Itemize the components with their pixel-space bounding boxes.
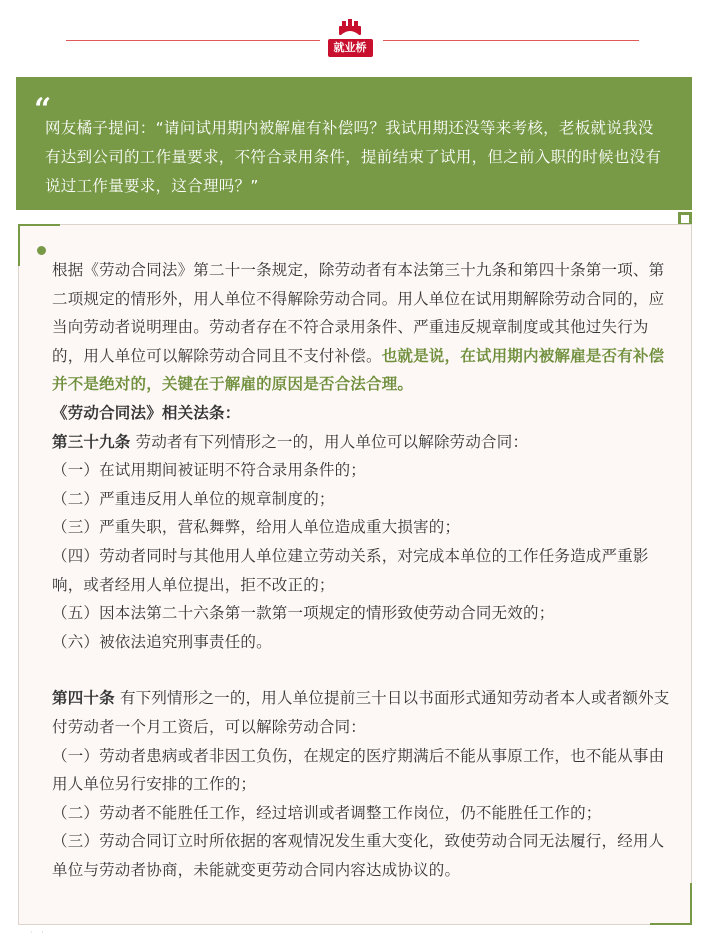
article40-lead-text: 有下列情形之一的，用人单位提前三十日以书面形式通知劳动者本人或者额外支付劳动者一个月工资后，可以解除劳动合同： (52, 689, 670, 736)
article40-item: （三）劳动合同订立时所依据的客观情况发生重大变化，致使劳动合同无法履行，经用人单位与劳动者协商，未能就变更劳动合同内容达成协议的。 (52, 832, 665, 879)
article39-item: （三）严重失职，营私舞弊，给用人单位造成重大损害的； (52, 518, 461, 537)
article40-item: （二）劳动者不能胜任工作，经过培训或者调整工作岗位，仍不能胜任工作的； (52, 803, 602, 822)
intro-emphasis: 也就是说，在试用期内被解雇是否有补偿并不是绝对的，关键在于解雇的原因是否合法合理。 (52, 346, 665, 394)
article39-item: （二）严重违反用人单位的规章制度的； (52, 489, 335, 508)
article40-lead (52, 684, 674, 741)
article39-item: （五）因本法第二十六条第一款第一项规定的情形致使劳动合同无效的； (52, 604, 555, 623)
article39-item: （六）被依法追究刑事责任的。 (52, 632, 272, 651)
article40-title: 第四十条 (52, 689, 115, 708)
question-box (16, 77, 692, 210)
header-divider-left (66, 40, 320, 41)
logo-text: 就业桥 (328, 39, 373, 57)
article39-lead-text: 劳动者有下列情形之一的，用人单位可以解除劳动合同： (135, 432, 529, 451)
answer-box (18, 224, 692, 925)
spacer (52, 656, 674, 684)
bridge-building-logo-icon (337, 18, 363, 36)
quote-mark-icon: “ (34, 92, 52, 127)
answer-content (52, 256, 674, 884)
article39-title: 第三十九条 (52, 432, 131, 451)
intro-text: 根据《劳动合同法》第二十一条规定，除劳动者有本法第三十九条和第四十条第一项、第二项规定的情形外，用人单位不得解除劳动合同。用人单位在试用期解除劳动合同的，应当向劳动者说明理由。劳动者存在不符合录用条件、严重违反规章制度或其他过失行为的，用人单位可以解除劳动合同且不支付补偿。 (52, 261, 665, 365)
bullet-dot-icon (37, 246, 46, 255)
related-heading: 《劳动合同法》相关法条： (52, 403, 241, 422)
header-divider-right (383, 40, 639, 41)
article39-lead (52, 428, 674, 457)
article39-item: （一）在试用期间被证明不符合录用条件的； (52, 461, 367, 480)
intro-paragraph (52, 256, 674, 399)
question-text: 网友橘子提问：“请问试用期内被解雇有补偿吗？我试用期还没等来考核，老板就说我没有达到公司的工作量要求，不符合录用条件，提前结束了试用，但之前入职的时候也没有说过工作量要求，这合理吗？” (45, 119, 662, 195)
brand-logo (320, 18, 380, 60)
article40-item: （一）劳动者患病或者非因工负伤，在规定的医疗期满后不能从事原工作，也不能从事由用人单位另行安排的工作的； (52, 746, 665, 794)
header (0, 0, 703, 64)
article39-item: （四）劳动者同时与其他用人单位建立劳动关系，对完成本单位的工作任务造成严重影响，或者经用人单位提出，拒不改正的； (52, 546, 649, 594)
footer-dots: · · (30, 928, 47, 937)
